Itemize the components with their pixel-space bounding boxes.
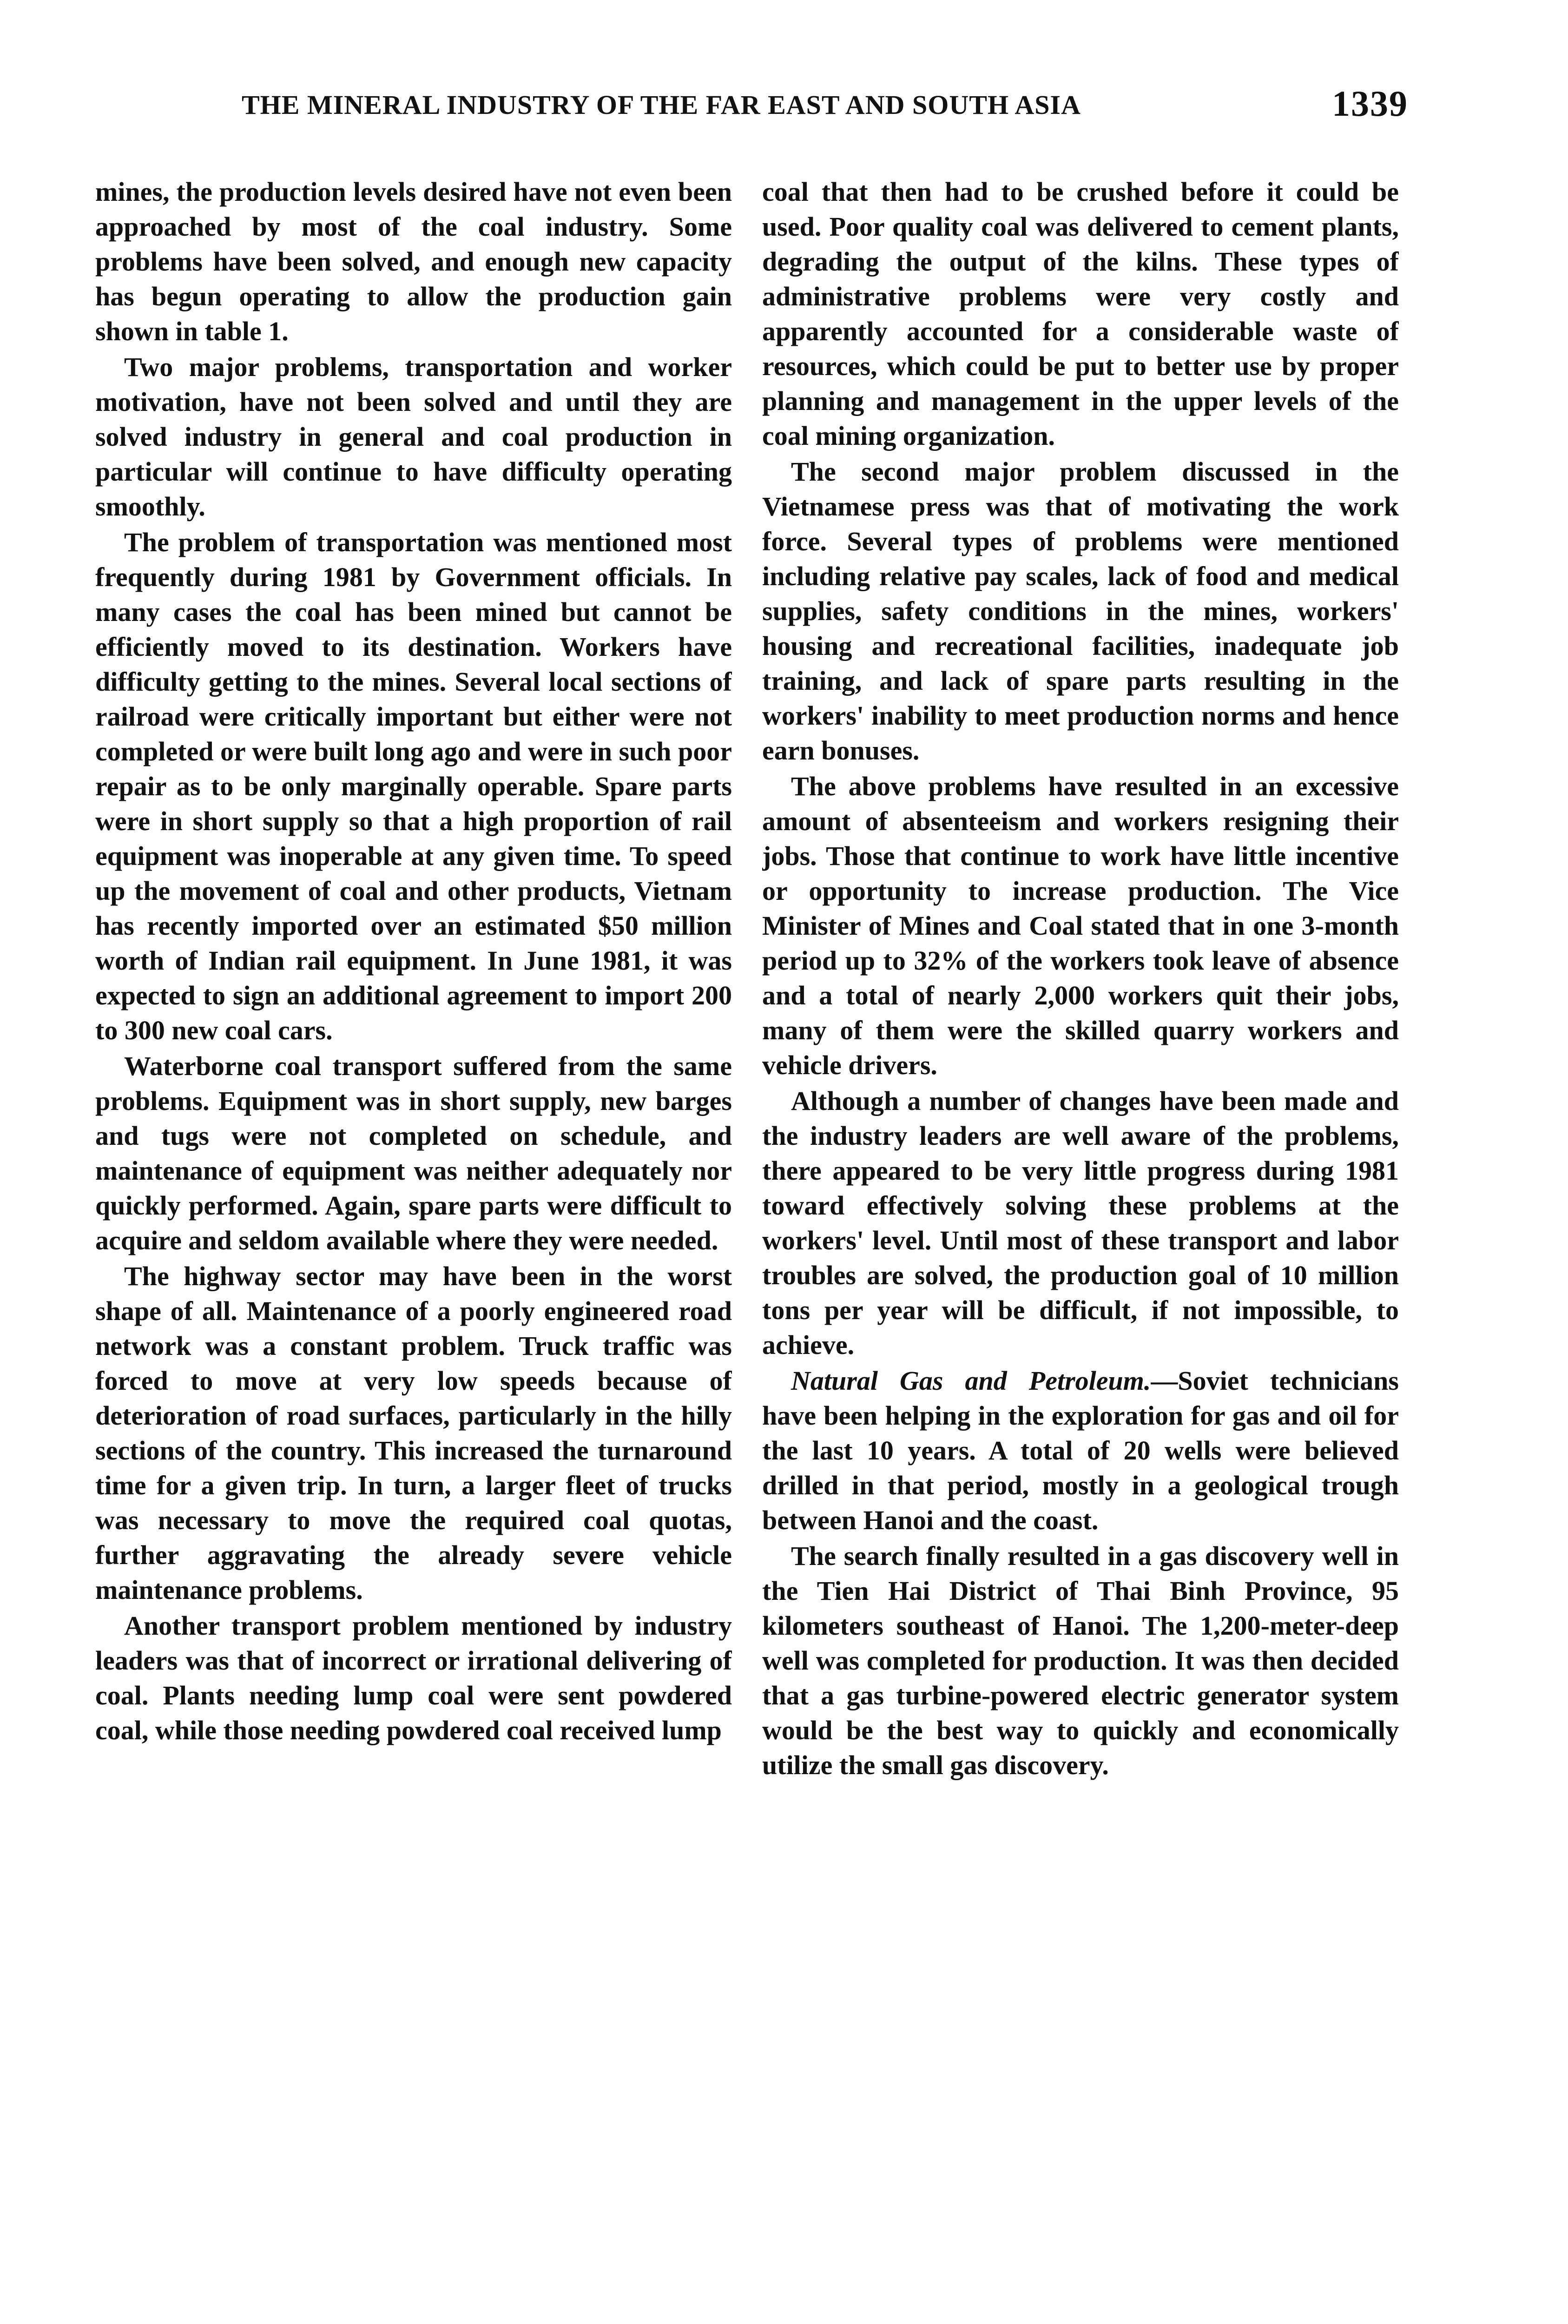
left-paragraph-5: The highway sector may have been in the worst shape of all. Maintenance of a poorly engineered road network was a constant problem. Truck traffic was forced to move at very low speeds because of deterioration of road surfaces, particularly in the hilly sections of the country. This increased the turnaround time for a given trip. In turn, a larger fleet of trucks was necessary to move the required coal quotas, further aggravating the already severe vehicle maintenance problems.	[95, 1261, 732, 1605]
right-paragraph-1: coal that then had to be crushed before it could be used. Poor quality coal was delivered to cement plants, degrading the output of the kilns. These types of administrative problems were very costly and apparently accounted for a considerable waste of resources, which could be put to better use by proper planning and management in the upper levels of the coal mining organization.	[762, 177, 1399, 451]
page-header	[98, 79, 1417, 135]
right-paragraph-4: Although a number of changes have been made and the industry leaders are well aware of the problems, there appeared to be very little progress during 1981 toward effectively solving these problems at the workers' level. Until most of these transport and labor troubles are solved, the production goal of 10 million tons per year will be difficult, if not impossible, to achieve.	[762, 1086, 1399, 1360]
left-paragraph-3: The problem of transportation was mentioned most frequently during 1981 by Government officials. In many cases the coal has been mined but cannot be efficiently moved to its destination. Workers have difficulty getting to the mines. Several local sections of railroad were critically important but either were not completed or were built long ago and were in such poor repair as to be only marginally operable. Spare parts were in short supply so that a high proportion of rail equipment was inoperable at any given time. To speed up the movement of coal and other products, Vietnam has recently imported over an estimated $50 million worth of Indian rail equipment. In June 1981, it was expected to sign an additional agreement to import 200 to 300 new coal cars.	[95, 527, 732, 1045]
left-paragraph-6: Another transport problem mentioned by industry leaders was that of incorrect or irrational delivering of coal. Plants needing lump coal were sent powdered coal, while those needing powdered coal received lump	[95, 1611, 732, 1745]
right-paragraph-3: The above problems have resulted in an excessive amount of absenteeism and workers resigning their jobs. Those that continue to work have little incentive or opportunity to increase production. The Vice Minister of Mines and Coal stated that in one 3-month period up to 32% of the workers took leave of absence and a total of nearly 2,000 workers quit their jobs, many of them were the skilled quarry workers and vehicle drivers.	[762, 771, 1399, 1080]
left-paragraph-2: Two major problems, transportation and worker motivation, have not been solved and until they are solved industry in general and coal production in particular will continue to have difficulty operating smoothly.	[95, 352, 732, 522]
right-paragraph-2: The second major problem discussed in the Vietnamese press was that of motivating the work force. Several types of problems were mentioned including relative pay scales, lack of food and medical supplies, safety conditions in the mines, workers' housing and recreational facilities, inadequate job training, and lack of spare parts resulting in the workers' inability to meet production norms and hence earn bonuses.	[762, 456, 1399, 766]
natural-gas-text: —Soviet technicians have been helping in the exploration for gas and oil for the last 10 years. A total of 20 wells were believed drilled in that period, mostly in a geological trough between Hanoi and the coast.	[762, 1366, 1399, 1535]
running-title: THE MINERAL INDUSTRY OF THE FAR EAST AND SOUTH ASIA	[242, 90, 1081, 120]
natural-gas-paragraph	[762, 1363, 1399, 1538]
left-paragraph-4: Waterborne coal transport suffered from the same problems. Equipment was in short supply, new barges and tugs were not completed on schedule, and maintenance of equipment was neither adequately nor quickly performed. Again, spare parts were difficult to acquire and seldom available where they were needed.	[95, 1051, 732, 1255]
natural-gas-heading: Natural Gas and Petroleum.	[791, 1366, 1151, 1396]
right-column	[762, 174, 1399, 2324]
left-column	[95, 174, 732, 2324]
page-number: 1339	[1332, 83, 1408, 124]
left-paragraph-1: mines, the production levels desired have not even been approached by most of the coal industry. Some problems have been solved, and enough new capacity has begun operating to allow the production gain shown in table 1.	[95, 177, 732, 346]
right-paragraph-final: The search finally resulted in a gas discovery well in the Tien Hai District of Thai Binh Province, 95 kilometers southeast of Hanoi. The 1,200-meter-deep well was completed for production. It was then decided that a gas turbine-powered electric generator system would be the best way to quickly and economically utilize the small gas discovery.	[762, 1541, 1399, 1780]
